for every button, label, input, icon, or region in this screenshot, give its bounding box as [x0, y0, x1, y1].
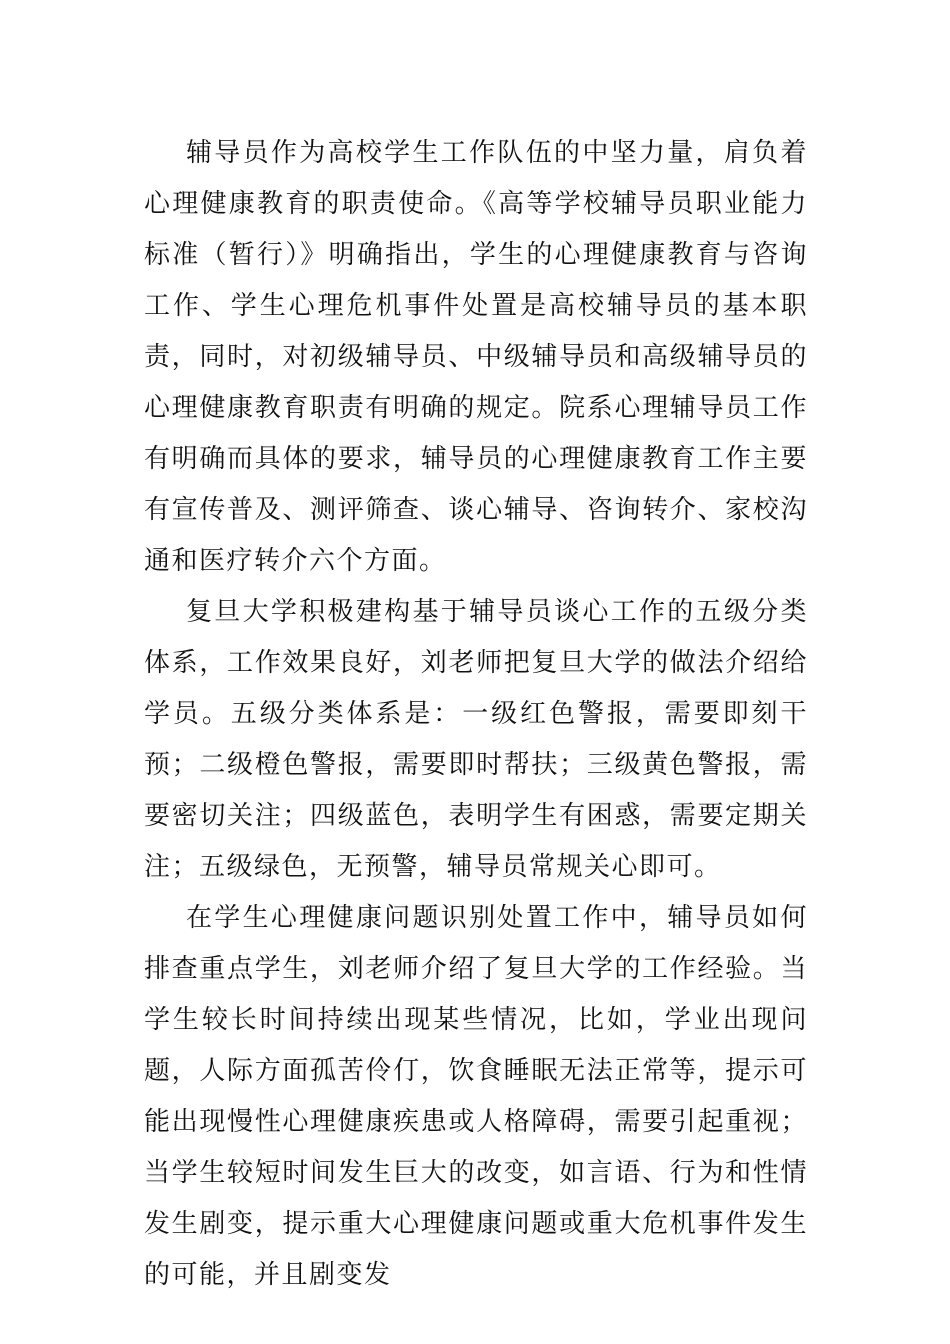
paragraph-3: 在学生心理健康问题识别处置工作中，辅导员如何排查重点学生，刘老师介绍了复旦大学的工作经验。当学生较长时间持续出现某些情况，比如，学业出现问题，人际方面孤苦伶仃，饮食睡眠无法正常等，提示可能出现慢性心理健康疾患或人格障碍，需要引起重视；当学生较短时间发生巨大的改变，如言语、行为和性情发生剧变，提示重大心理健康问题或重大危机事件发生的可能，并且剧变发 [144, 903, 808, 1290]
paragraph-2: 复旦大学积极建构基于辅导员谈心工作的五级分类体系，工作效果良好，刘老师把复旦大学的做法介绍给学员。五级分类体系是：一级红色警报，需要即刻干预；二级橙色警报，需要即时帮扶；三级黄色警报，需要密切关注；四级蓝色，表明学生有困惑，需要定期关注；五级绿色，无预警，辅导员常规关心即可。 [144, 597, 808, 882]
document-body [144, 128, 808, 1301]
paragraph-1: 辅导员作为高校学生工作队伍的中坚力量，肩负着心理健康教育的职责使命。《高等学校辅导员职业能力标准（暂行）》明确指出，学生的心理健康教育与咨询工作、学生心理危机事件处置是高校辅导员的基本职责，同时，对初级辅导员、中级辅导员和高级辅导员的心理健康教育职责有明确的规定。院系心理辅导员工作有明确而具体的要求，辅导员的心理健康教育工作主要有宣传普及、测评筛查、谈心辅导、咨询转介、家校沟通和医疗转介六个方面。 [144, 138, 808, 576]
